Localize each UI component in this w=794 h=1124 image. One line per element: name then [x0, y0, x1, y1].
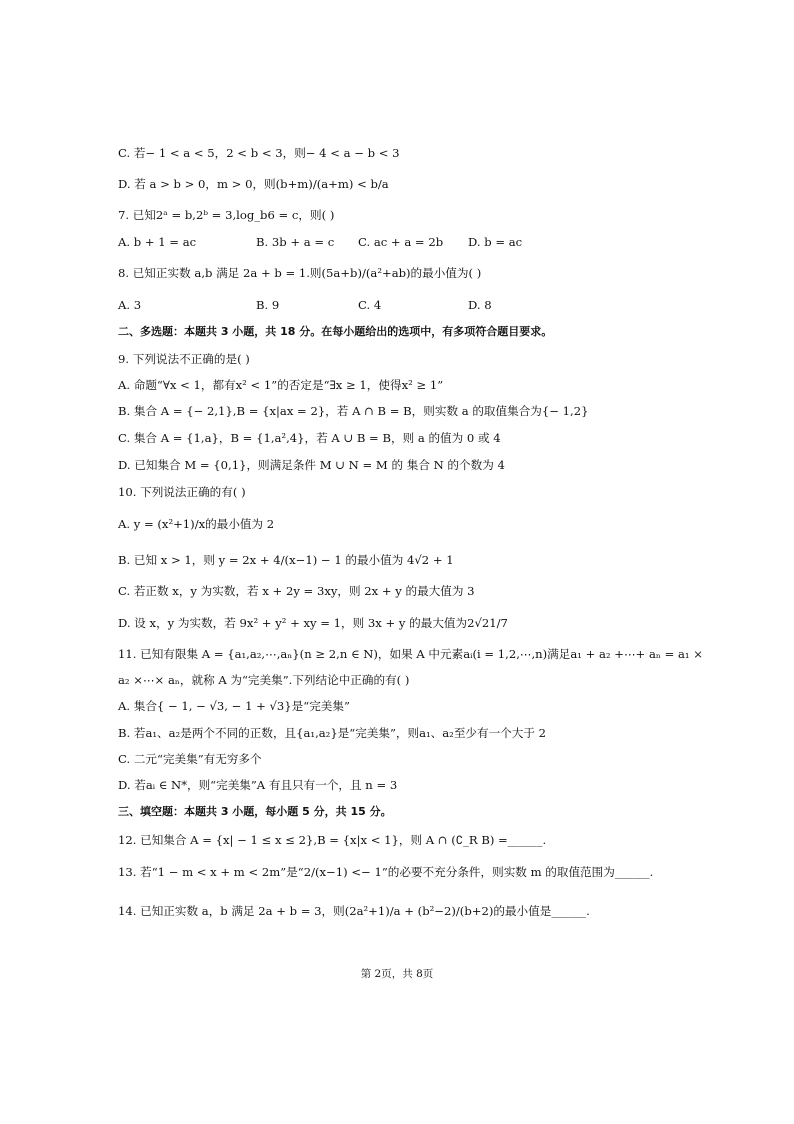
- q10-stem: 10. 下列说法正确的有( ): [118, 485, 246, 499]
- q8-option-a: A. 3: [118, 298, 142, 312]
- q9-option-d: D. 已知集合 M = {0,1}，则满足条件 M ∪ N = M 的 集合 N 的个数为 4: [118, 458, 505, 472]
- q9-option-b: B. 集合 A = {− 2,1},B = {x|ax = 2}，若 A ∩ B = B，则实数 a 的取值集合为{− 1,2}: [118, 404, 589, 418]
- q6-option-d: D. 若 a > b > 0，m > 0，则(b+m)/(a+m) < b/a: [118, 177, 389, 191]
- q9-option-a: A. 命题“∀x < 1，都有x² < 1”的否定是“∃x ≥ 1，使得x² ≥ 1”: [118, 378, 444, 392]
- q14: 14. 已知正实数 a，b 满足 2a + b = 3，则(2a²+1)/a + (b²−2)/(b+2)的最小值是______.: [118, 904, 590, 918]
- q7-option-c: C. ac + a = 2b: [358, 235, 444, 249]
- q11-option-a: A. 集合{ − 1, − √3, − 1 + √3}是“完美集”: [118, 699, 350, 713]
- q9-option-c: C. 集合 A = {1,a}，B = {1,a²,4}，若 A ∪ B = B，则 a 的值为 0 或 4: [118, 431, 501, 445]
- q8-options: [118, 297, 678, 313]
- q12: 12. 已知集合 A = {x| − 1 ≤ x ≤ 2},B = {x|x < 1}，则 A ∩ (∁_R B) =______.: [118, 833, 547, 847]
- page-footer: 第 2页，共 8页: [360, 968, 434, 980]
- q11-option-b: B. 若a₁、a₂是两个不同的正数，且{a₁,a₂}是“完美集”，则a₁、a₂至少有一个大于 2: [118, 726, 547, 740]
- q7-option-b: B. 3b + a = c: [256, 235, 335, 249]
- q7-stem: 7. 已知2ᵃ = b,2ᵇ = 3,log_b6 = c，则( ): [118, 208, 335, 222]
- q11-stem-line2: a₂ ×⋯× aₙ，就称 A 为“完美集”.下列结论中正确的有( ): [118, 673, 410, 687]
- section-fill-in-heading: 三、填空题：本题共 3 小题，每小题 5 分，共 15 分。: [118, 805, 392, 818]
- q9-stem: 9. 下列说法不正确的是( ): [118, 352, 250, 366]
- q10-option-a: A. y = (x²+1)/x的最小值为 2: [118, 517, 275, 531]
- q7-options: [118, 234, 678, 250]
- q10-option-c: C. 若正数 x，y 为实数，若 x + 2y = 3xy，则 2x + y 的最大值为 3: [118, 584, 475, 598]
- q11-option-c: C. 二元“完美集”有无穷多个: [118, 752, 262, 766]
- section-multi-choice-heading: 二、多选题：本题共 3 小题，共 18 分。在每小题给出的选项中，有多项符合题目要求。: [118, 325, 553, 338]
- q7-option-a: A. b + 1 = ac: [118, 235, 197, 249]
- q8-option-d: D. 8: [468, 298, 492, 312]
- q6-option-c: C. 若− 1 < a < 5，2 < b < 3，则− 4 < a − b < 3: [118, 146, 400, 160]
- q11-option-d: D. 若aᵢ ∈ N*，则“完美集”A 有且只有一个，且 n = 3: [118, 778, 398, 792]
- q11-stem-line1: 11. 已知有限集 A = {a₁,a₂,⋯,aₙ}(n ≥ 2,n ∈ N)，如果 A 中元素aᵢ(i = 1,2,⋯,n)满足a₁ + a₂ +⋯+ aₙ = a₁ ×: [118, 647, 703, 661]
- q8-stem: 8. 已知正实数 a,b 满足 2a + b = 1.则(5a+b)/(a²+ab)的最小值为( ): [118, 266, 482, 280]
- q10-option-d: D. 设 x，y 为实数，若 9x² + y² + xy = 1，则 3x + y 的最大值为2√21/7: [118, 616, 508, 630]
- q7-option-d: D. b = ac: [468, 235, 523, 249]
- q8-option-b: B. 9: [256, 298, 280, 312]
- q10-option-b: B. 已知 x > 1，则 y = 2x + 4/(x−1) − 1 的最小值为 4√2 + 1: [118, 553, 454, 567]
- q8-option-c: C. 4: [358, 298, 382, 312]
- q13: 13. 若“1 − m < x + m < 2m”是“2/(x−1) <− 1”的必要不充分条件，则实数 m 的取值范围为______.: [118, 865, 654, 879]
